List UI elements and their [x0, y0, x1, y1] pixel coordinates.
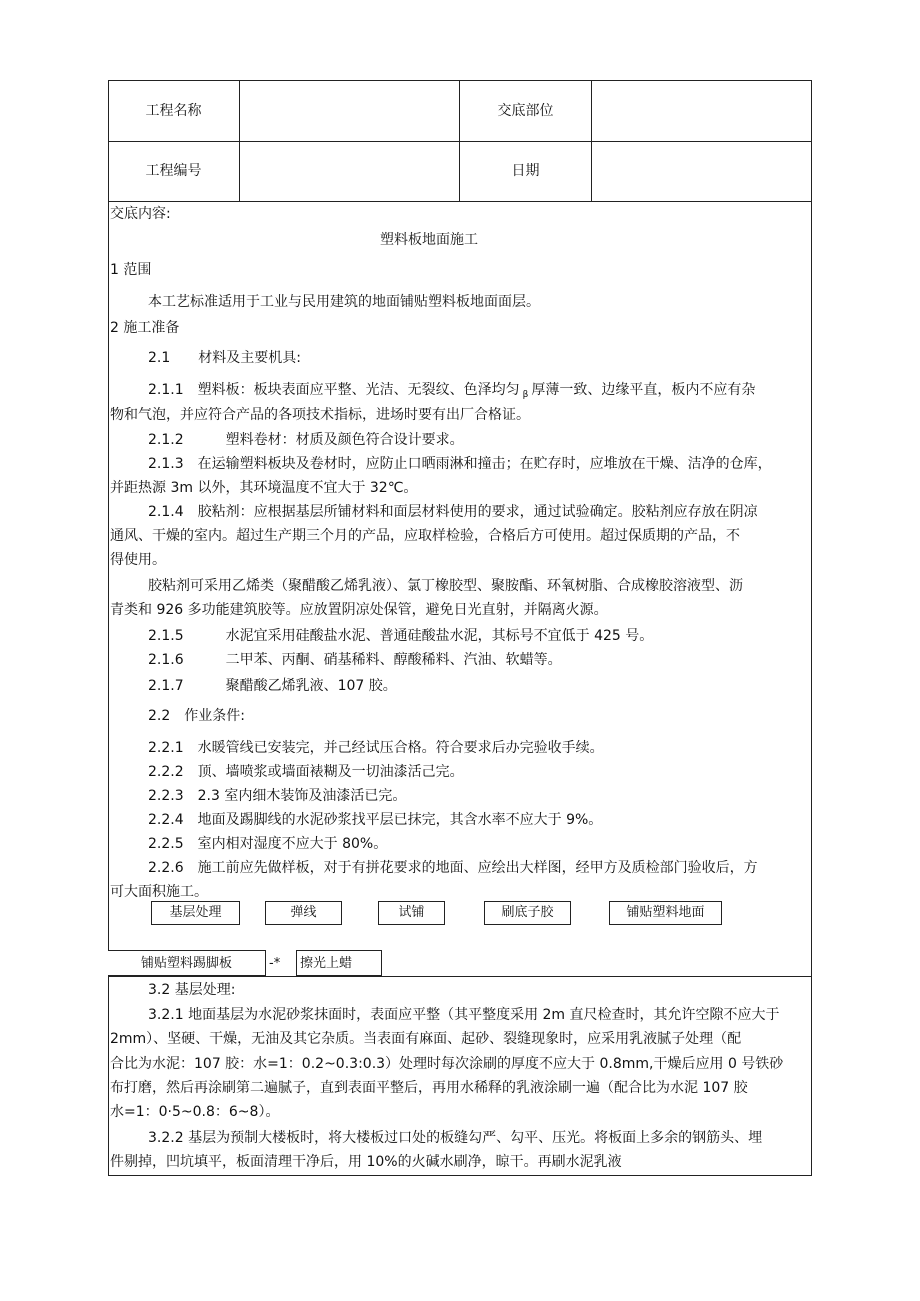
section-3-2-1-line-1: 3.2.1 地面基层为水泥砂浆抹面时，表面应平整（其平整度采用 2m 直尺检查时，其允许空隙不应大于 — [148, 1007, 780, 1023]
section-2-1-3-line-2: 并距热源 3m 以外，其环境温度不宜大于 32℃。 — [110, 480, 418, 496]
section-2-1-2: 2.1.2 塑料卷材：材质及颜色符合设计要求。 — [148, 432, 464, 448]
document-title: 塑料板地面施工 — [380, 232, 478, 248]
section-2-2-4: 2.2.4 地面及踢脚线的水泥砂浆找平层已抹完，其含水率不应大于 9%。 — [148, 812, 603, 828]
section-2-2-5: 2.2.5 室内相对湿度不应大于 80%。 — [148, 836, 388, 852]
disclosure-part-label: 交底部位 — [497, 103, 554, 119]
section-2-1-1-text-a: 2.1.1 塑料板：板块表面应平整、光洁、无裂纹、色泽均匀 — [148, 382, 520, 398]
date-label: 日期 — [511, 163, 540, 179]
flow-step-lay-skirting: 铺贴塑料踢脚板 — [108, 950, 266, 976]
section-2-2-6-line-2: 可大面积施工。 — [110, 884, 208, 900]
flow-step-polish-wax: 擦光上蜡 — [296, 950, 382, 976]
section-2-1-5: 2.1.5 水泥宜采用硅酸盐水泥、普通硅酸盐水泥，其标号不宜低于 425 号。 — [148, 628, 654, 644]
section-2-1-4-line-2: 通风、干燥的室内。超过生产期三个月的产品，应取样检验，合格后方可使用。超过保质期的产品，不 — [110, 528, 740, 544]
section-3-2-2-line-2: 件剔掉，凹坑填平，板面清理干净后，用 10%的火碱水刷净，晾干。再刷水泥乳液 — [110, 1154, 622, 1170]
header-col-divider-3 — [591, 80, 592, 201]
section-2-1-3-line-1: 2.1.3 在运输塑料板块及卷材时，应防止口晒雨淋和撞击；在贮存时，应堆放在干燥、洁净的仓库， — [148, 456, 772, 472]
flow-step-lay-floor: 铺贴塑料地面 — [609, 901, 722, 925]
section-2-heading: 2 施工准备 — [110, 320, 180, 336]
header-col-divider-2 — [459, 80, 460, 201]
flow-step-base-treatment: 基层处理 — [151, 901, 240, 925]
glue-types-line-2: 青类和 926 多功能建筑胶等。应放置阴凉处保管，避免日光直射，并隔离火源。 — [110, 602, 608, 618]
section-2-1-6: 2.1.6 二甲苯、丙酮、硝基稀料、醇酸稀料、汽油、软蜡等。 — [148, 652, 562, 668]
section-3-2: 3.2 基层处理: — [148, 982, 236, 998]
project-number-label: 工程编号 — [145, 163, 202, 179]
section-2-1-1-line-1 — [148, 382, 755, 401]
section-2-2: 2.2 作业条件: — [148, 708, 245, 724]
section-1-heading: 1 范围 — [110, 262, 152, 278]
flow-step-primer: 刷底子胶 — [484, 901, 571, 925]
section-2-1-7: 2.1.7 聚醋酸乙烯乳液、107 胶。 — [148, 678, 397, 694]
glue-types-line-1: 胶粘剂可采用乙烯类（聚醋酸乙烯乳液）、氯丁橡胶型、聚胺酯、环氧树脂、合成橡胶溶液型、沥 — [148, 578, 743, 594]
section-3-2-1-line-2: 2mm）、坚硬、干燥，无油及其它杂质。当表面有麻面、起砂、裂缝现象时，应采用乳液腻子处理（配 — [110, 1031, 742, 1047]
section-2-1-1-line-2: 物和气泡，并应符合产品的各项技术指标，进场时要有出厂合格证。 — [110, 407, 530, 423]
section-3-2-1-line-5: 水=1：0·5~0.8：6~8）。 — [110, 1104, 280, 1120]
content-intro-label: 交底内容: — [110, 206, 171, 222]
section-3-2-2-line-1: 3.2.2 基层为预制大楼板时，将大楼板过口处的板缝勾严、勾平、压光。将板面上多余的钢筋头、埋 — [148, 1130, 763, 1146]
section-2-2-6-line-1: 2.2.6 施工前应先做样板，对于有拼花要求的地面、应绘出大样图，经甲方及质检部门验收后，方 — [148, 860, 758, 876]
section-3-2-1-line-3: 合比为水泥：107 胶：水=1：0.2~0.3:0.3）处理时每次涂刷的厚度不应大于 0.8mm,干燥后应用 0 号铁砂 — [110, 1056, 784, 1072]
flow-arrow-icon: -* — [269, 956, 281, 971]
section-1-text: 本工艺标准适用于工业与民用建筑的地面铺贴塑料板地面面层。 — [148, 294, 540, 310]
section-2-2-3: 2.2.3 2.3 室内细木装饰及油漆活已完。 — [148, 788, 407, 804]
section-3-2-1-line-4: 布打磨，然后再涂刷第二遍腻子，直到表面平整后，再用水稀释的乳液涂刷一遍（配合比为水泥 107 胶 — [110, 1080, 748, 1096]
header-row-divider — [108, 141, 812, 142]
header-col-divider-1 — [239, 80, 240, 201]
flow-step-snap-line: 弹线 — [265, 901, 342, 925]
flow-step-trial-laying: 试铺 — [378, 901, 445, 925]
header-bottom-divider — [108, 201, 812, 202]
section-2-1-4-line-1: 2.1.4 胶粘剂：应根据基层所铺材料和面层材料使用的要求，通过试验确定。胶粘剂应存放在阴凉 — [148, 504, 758, 520]
section-2-2-1: 2.2.1 水暖管线已安装完，并己经试压合格。符合要求后办完验收手续。 — [148, 740, 604, 756]
section-2-1: 2.1 材料及主要机具: — [148, 350, 301, 366]
section-2-1-4-line-3: 得使用。 — [110, 552, 166, 568]
section-2-1-1-subscript: β — [522, 390, 529, 400]
section-2-2-2: 2.2.2 顶、墙喷浆或墙面裱糊及一切油漆活己完。 — [148, 764, 464, 780]
project-name-label: 工程名称 — [145, 103, 202, 119]
section-2-1-1-text-b: 厚薄一致、边缘平直，板内不应有杂 — [531, 382, 756, 398]
flow-bottom-divider — [108, 976, 812, 977]
